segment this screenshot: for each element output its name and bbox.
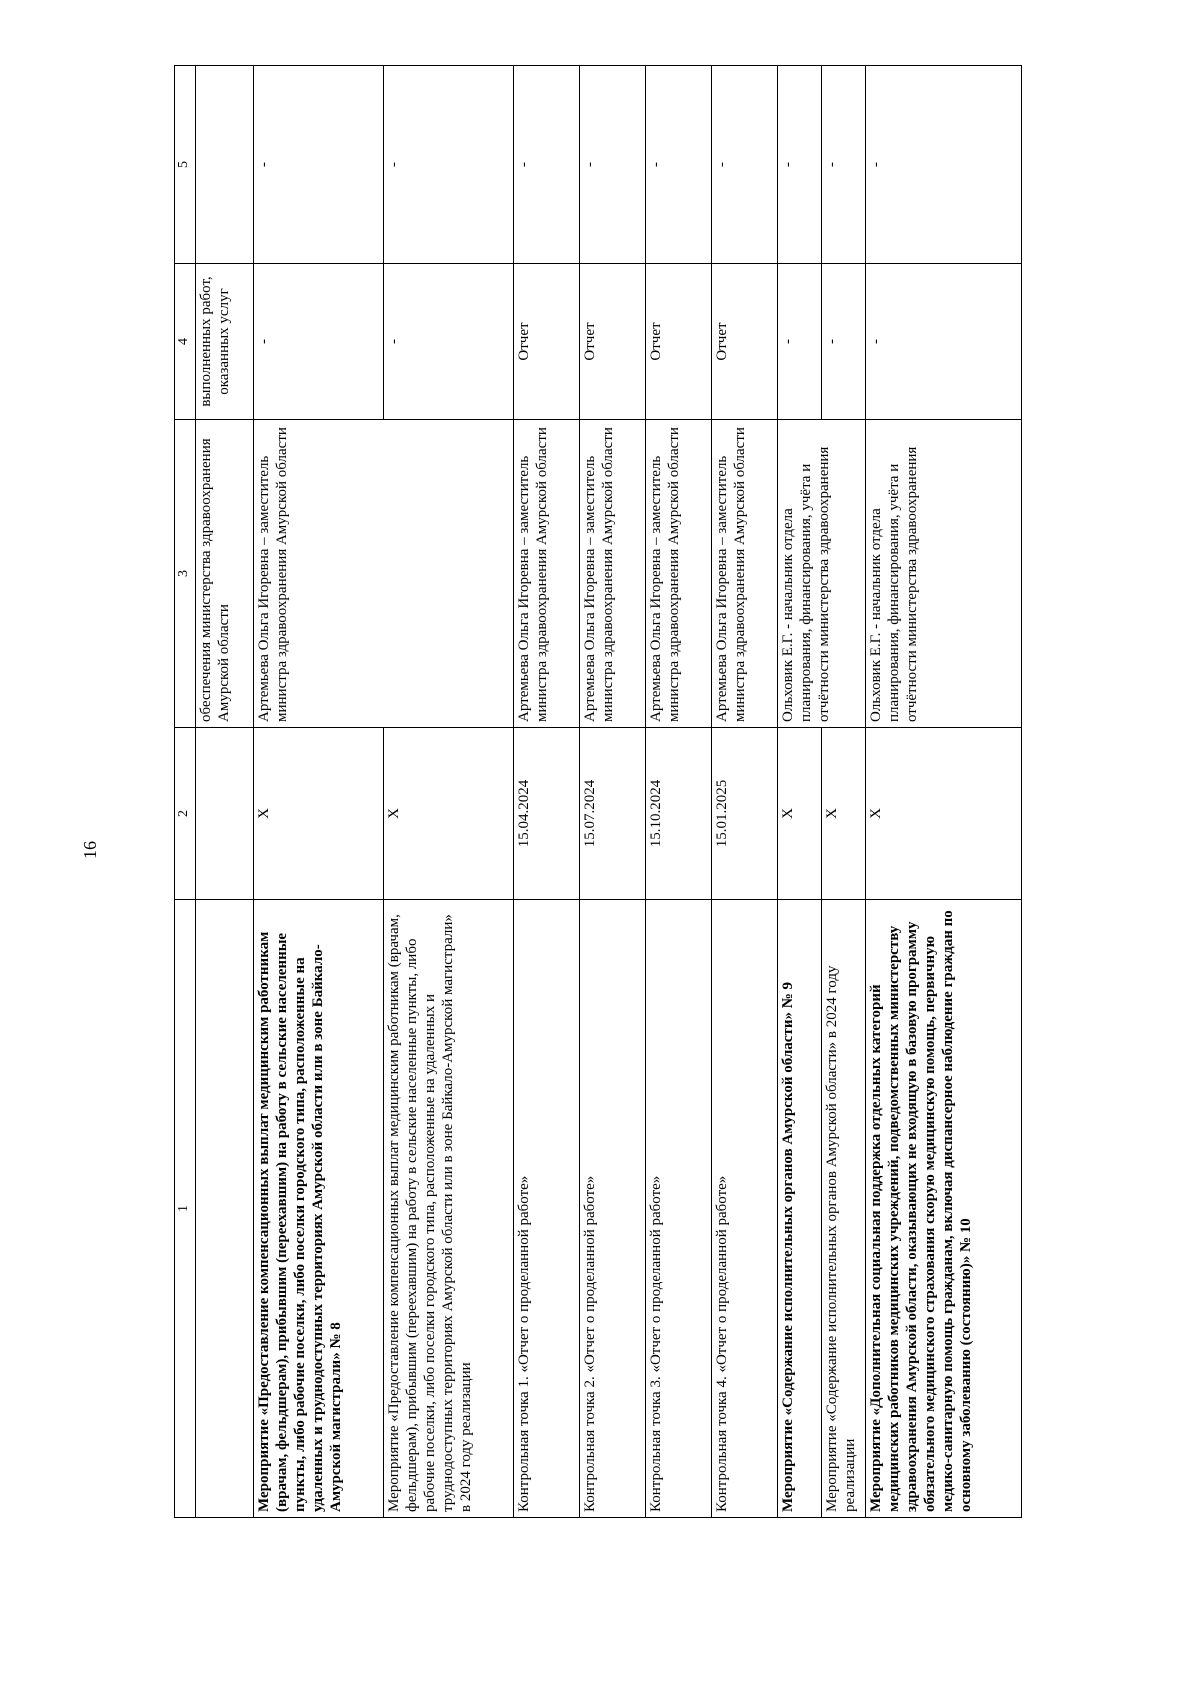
cell-result-type: - [866, 264, 1022, 420]
cell-date: X [254, 728, 384, 900]
cell-date: X [778, 728, 822, 900]
table-row [866, 66, 1022, 1518]
cell-activity [254, 900, 384, 1518]
cell-result-type: - [384, 264, 514, 420]
column-header-3: 3 [175, 420, 196, 728]
cell-responsible: Ольховик Е.Г. - начальник отдела планирования, финансирования, учёта и отчётности министерства здравоохранения [866, 420, 1022, 728]
cell-result-type: Отчет [514, 264, 580, 420]
table-row [514, 66, 580, 1518]
cell-info: - [712, 66, 778, 264]
cell-info: - [384, 66, 514, 264]
cell-activity: Контрольная точка 1. «Отчет о проделанной работе» [514, 900, 580, 1518]
activity-title: Мероприятие «Дополнительная социальная поддержка отдельных категорий медицинских работников медицинских учреждений, подведомственных министерству здравоохранения Амурской области, оказывающих не входящую в базовую программу обязательного медицинского страхования скорую медицинскую помощь, первичную медико-санитарную помощь гражданам, включая диспансерное наблюдение граждан по основному заболеванию (состоянию)» № 10 [868, 910, 974, 1512]
cell-result-type: - [822, 264, 866, 420]
column-header-1: 1 [175, 900, 196, 1518]
cell-activity: Мероприятие «Содержание исполнительных органов Амурской области» в 2024 году реализации [822, 900, 866, 1518]
cell-date: X [384, 728, 514, 900]
cell-activity [778, 900, 822, 1518]
cell-date: 15.10.2024 [646, 728, 712, 900]
table-row [646, 66, 712, 1518]
activity-title: Мероприятие «Содержание исполнительных органов Амурской области» № 9 [780, 981, 796, 1512]
cell-date: X [866, 728, 1022, 900]
cell-info [196, 66, 254, 264]
cell-info: - [580, 66, 646, 264]
cell-date: 15.01.2025 [712, 728, 778, 900]
cell-info: - [866, 66, 1022, 264]
column-header-4: 4 [175, 264, 196, 420]
cell-date: 15.04.2024 [514, 728, 580, 900]
cell-responsible: Ольховик Е.Г. - начальник отдела планирования, финансирования, учёта и отчётности министерства здравоохранения [778, 420, 866, 728]
cell-result-type: Отчет [580, 264, 646, 420]
cell-result-type: - [254, 264, 384, 420]
cell-result-type: выполненных работ, оказанных услуг [196, 264, 254, 420]
table-row [712, 66, 778, 1518]
cell-result-type: - [778, 264, 822, 420]
cell-responsible: Артемьева Ольга Игоревна – заместитель министра здравоохранения Амурской области [712, 420, 778, 728]
cell-result-type: Отчет [712, 264, 778, 420]
cell-info: - [822, 66, 866, 264]
table-container [174, 66, 1022, 1518]
cell-info: - [514, 66, 580, 264]
cell-date [196, 728, 254, 900]
cell-responsible: Артемьева Ольга Игоревна – заместитель министра здравоохранения Амурской области [580, 420, 646, 728]
page-number: 16 [80, 841, 100, 859]
cell-activity: Контрольная точка 3. «Отчет о проделанной работе» [646, 900, 712, 1518]
cell-info: - [254, 66, 384, 264]
cell-activity: Контрольная точка 2. «Отчет о проделанной работе» [580, 900, 646, 1518]
table-row [778, 66, 822, 1518]
cell-activity [866, 900, 1022, 1518]
cell-date: X [822, 728, 866, 900]
table-row [822, 66, 866, 1518]
column-header-2: 2 [175, 728, 196, 900]
cell-date: 15.07.2024 [580, 728, 646, 900]
cell-activity: Контрольная точка 4. «Отчет о проделанной работе» [712, 900, 778, 1518]
cell-result-type: Отчет [646, 264, 712, 420]
column-header-5: 5 [175, 66, 196, 264]
header-row [175, 66, 196, 1518]
table-row [196, 66, 254, 1518]
table-row [254, 66, 384, 1518]
cell-activity: Мероприятие «Предоставление компенсационных выплат медицинским работникам (врачам, фельдшерам), прибывшим (переехавшим) на работу в сельские населенные пункты, либо рабочие поселки, либо поселки городского типа, расположенные на удаленных и труднодоступных территориях Амурской области или в зоне Байкало-Амурской магистрали» в 2024 году реализации [384, 900, 514, 1518]
table-row [580, 66, 646, 1518]
cell-info: - [646, 66, 712, 264]
activity-title: Мероприятие «Предоставление компенсационных выплат медицинским работникам (врачам, фельдшерам), прибывшим (переехавшим) на работу в сельские населенные пункты, либо рабочие поселки, либо поселки городского типа, расположенные на удаленных и труднодоступных территориях Амурской области или в зоне Байкало-Амурской магистрали» № 8 [256, 931, 344, 1512]
activities-table [174, 65, 1022, 1518]
cell-responsible: Артемьева Ольга Игоревна – заместитель министра здравоохранения Амурской области [646, 420, 712, 728]
table-row [384, 66, 514, 1518]
cell-info: - [778, 66, 822, 264]
cell-responsible: Артемьева Ольга Игоревна – заместитель министра здравоохранения Амурской области [254, 420, 514, 728]
cell-activity [196, 900, 254, 1518]
cell-responsible: Артемьева Ольга Игоревна – заместитель министра здравоохранения Амурской области [514, 420, 580, 728]
cell-responsible: обеспечения министерства здравоохранения Амурской области [196, 420, 254, 728]
